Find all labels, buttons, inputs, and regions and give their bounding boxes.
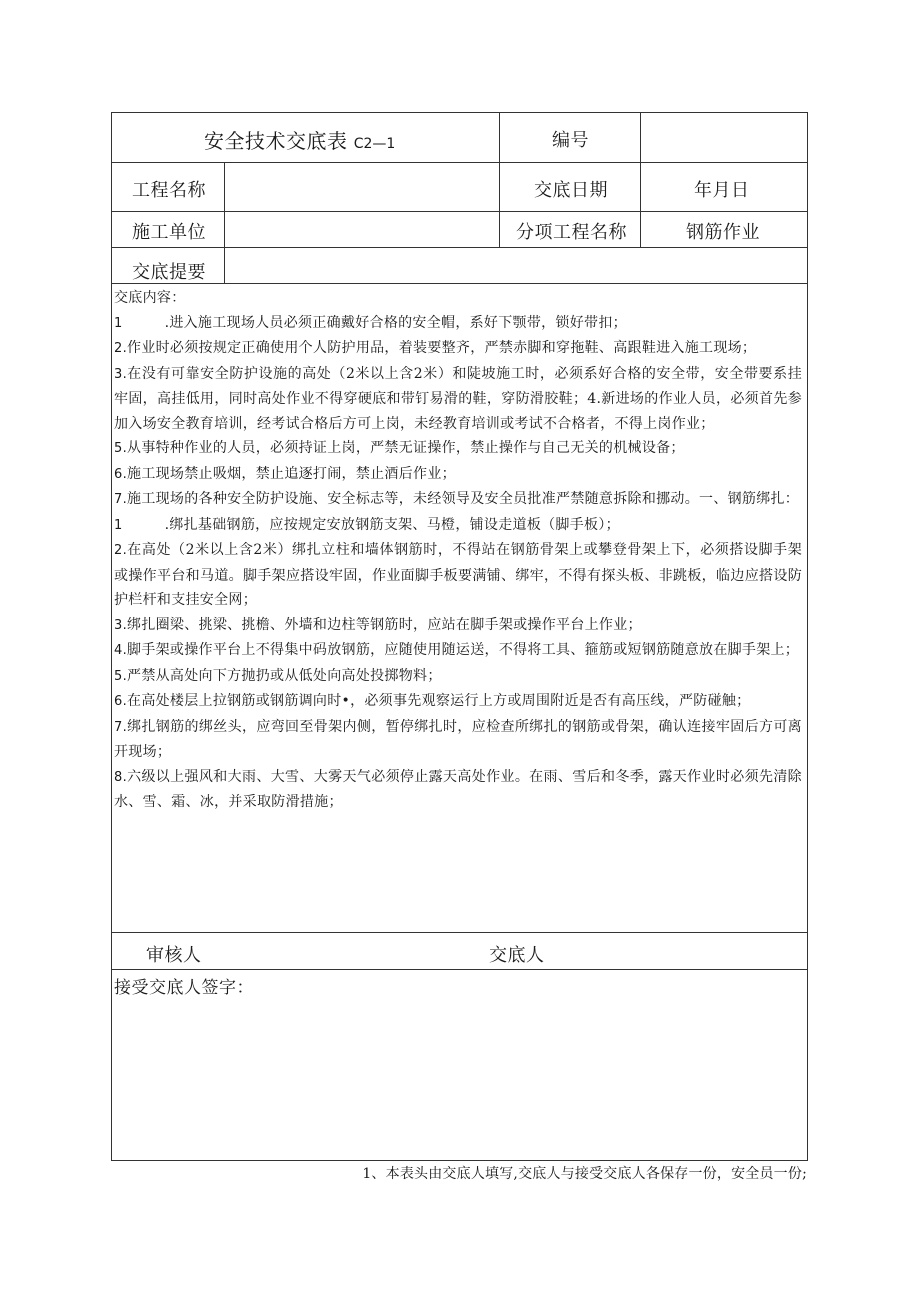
item-text: 在高处楼层上拉钢筋或钢筋调向时•，必须事先观察运行上方或周围附近是否有高压线，严防碰触； <box>127 693 751 709</box>
item-text: .绑扎基础钢筋，应按规定安放钢筋支架、马橙，铺设走道板（脚手板）； <box>164 516 620 533</box>
date-label: 交底日期 <box>534 180 608 201</box>
receiver-signature-label: 接受交底人签字： <box>114 978 254 998</box>
item-number: 3. <box>114 617 128 633</box>
item-number: 7. <box>114 492 128 507</box>
content-item <box>114 336 802 362</box>
row-divider <box>112 162 807 163</box>
content-item <box>114 664 802 690</box>
item-text: 绑扎圈梁、挑梁、挑檐、外墙和边柱等钢筋时，应站在脚手架或操作平台上作业； <box>127 616 642 633</box>
content-heading: 交底内容： <box>114 290 186 306</box>
item-number: 4. <box>114 643 128 658</box>
content-item <box>114 436 802 462</box>
item-number: 2. <box>114 341 128 356</box>
item-text: 绑扎钢筋的绑丝头，应弯回至骨架内侧，暂停绑扎时，应检查所绑扎的钢筋或骨架，确认连接牢固后方可离开现场； <box>114 718 802 760</box>
content-item <box>114 638 802 664</box>
footer-note: 1、本表头由交底人填写,交底人与接受交底人各保存一份，安全员一份; <box>362 1166 807 1182</box>
column-divider <box>224 162 225 283</box>
item-number: 5. <box>114 441 128 456</box>
item-text: 脚手架或操作平台上不得集中码放钢筋，应随使用随运送，不得将工具、箍筋或短钢筋随意放在脚手架上； <box>127 642 800 658</box>
content-item <box>114 487 802 513</box>
row-divider <box>112 969 807 970</box>
item-number: 3. <box>114 366 128 382</box>
item-number: 6. <box>114 466 128 482</box>
form-title <box>204 125 395 154</box>
item-number: 1 <box>114 315 123 331</box>
item-text: 在没有可靠安全防护设施的高处（2米以上含2米）和陡坡施工时，必须系好合格的安全带，安全带要系挂牢固，高挂低用，同时高处作业不得穿硬底和带钉易滑的鞋，穿防滑胶鞋；4.新进场的作业人员，必须首先参加入场安全教育培训，经考试合格后方可上岗，未经教育培训或考试不合格者，不得上岗作业； <box>114 365 802 432</box>
number-label: 编号 <box>552 130 589 151</box>
item-number: 1 <box>114 517 123 533</box>
row-divider <box>112 211 807 212</box>
disclosure-form-table <box>111 112 808 1161</box>
content-item <box>114 765 802 815</box>
item-text: 六级以上强风和大雨、大雪、大雾天气必须停止露天高处作业。在雨、雪后和冬季，露天作业时必须先清除水、雪、霜、冰，并采取防滑措施； <box>114 768 802 810</box>
presenter-label: 交底人 <box>489 945 545 966</box>
project-name-label: 工程名称 <box>132 180 206 201</box>
item-text: 在高处（2米以上含2米）绑扎立柱和墙体钢筋时，不得站在钢筋骨架上或攀登骨架上下，必须搭设脚手架或操作平台和马道。脚手架应搭设牢固，作业面脚手板要满铺、绑牢，不得有探头板、非跳板，临边应搭设防护栏杆和支挂安全网； <box>114 542 802 608</box>
content-item <box>114 689 802 715</box>
subproject-label: 分项工程名称 <box>516 222 627 243</box>
summary-label: 交底提要 <box>132 262 206 283</box>
content-item <box>114 311 802 337</box>
content-item <box>114 613 802 639</box>
content-item <box>114 715 802 765</box>
item-number: 5. <box>114 668 128 684</box>
row-divider <box>112 283 807 284</box>
reviewer-label: 审核人 <box>146 945 202 966</box>
item-text: 作业时必须按规定正确使用个人防护用品，着装要整齐，严禁赤脚和穿拖鞋、高跟鞋进入施工现场； <box>127 340 757 356</box>
receiver-signature-area[interactable] <box>112 999 807 1160</box>
unit-label: 施工单位 <box>132 222 206 243</box>
row-divider <box>112 932 807 933</box>
column-divider <box>499 113 500 247</box>
date-field[interactable]: 年月日 <box>694 180 750 201</box>
form-title-text: 安全技术交底表 <box>204 129 348 153</box>
form-code: C2—1 <box>353 136 396 152</box>
content-item <box>114 362 802 437</box>
content-item <box>114 538 802 613</box>
subproject-field[interactable]: 钢筋作业 <box>686 222 760 243</box>
item-number: 8. <box>114 769 128 785</box>
column-divider <box>640 113 641 247</box>
item-text: 严禁从高处向下方抛扔或从低处向高处投掷物料； <box>127 667 442 684</box>
item-number: 7. <box>114 719 128 735</box>
content-item <box>114 462 802 488</box>
item-text: .进入施工现场人员必须正确戴好合格的安全帽，系好下颚带，锁好带扣； <box>164 314 627 331</box>
item-text: 从事特种作业的人员，必须持证上岗，严禁无证操作，禁止操作与自己无关的机械设备； <box>127 440 685 456</box>
item-number: 6. <box>114 694 128 709</box>
disclosure-content <box>114 286 802 815</box>
item-text: 施工现场的各种安全防护设施、安全标志等，未经领导及安全员批准严禁随意拆除和挪动。一、钢筋绑扎： <box>127 491 800 507</box>
row-divider <box>112 247 807 248</box>
item-text: 施工现场禁止吸烟，禁止追逐打闹，禁止酒后作业； <box>127 465 456 482</box>
content-item <box>114 513 802 539</box>
item-number: 2. <box>114 543 128 558</box>
